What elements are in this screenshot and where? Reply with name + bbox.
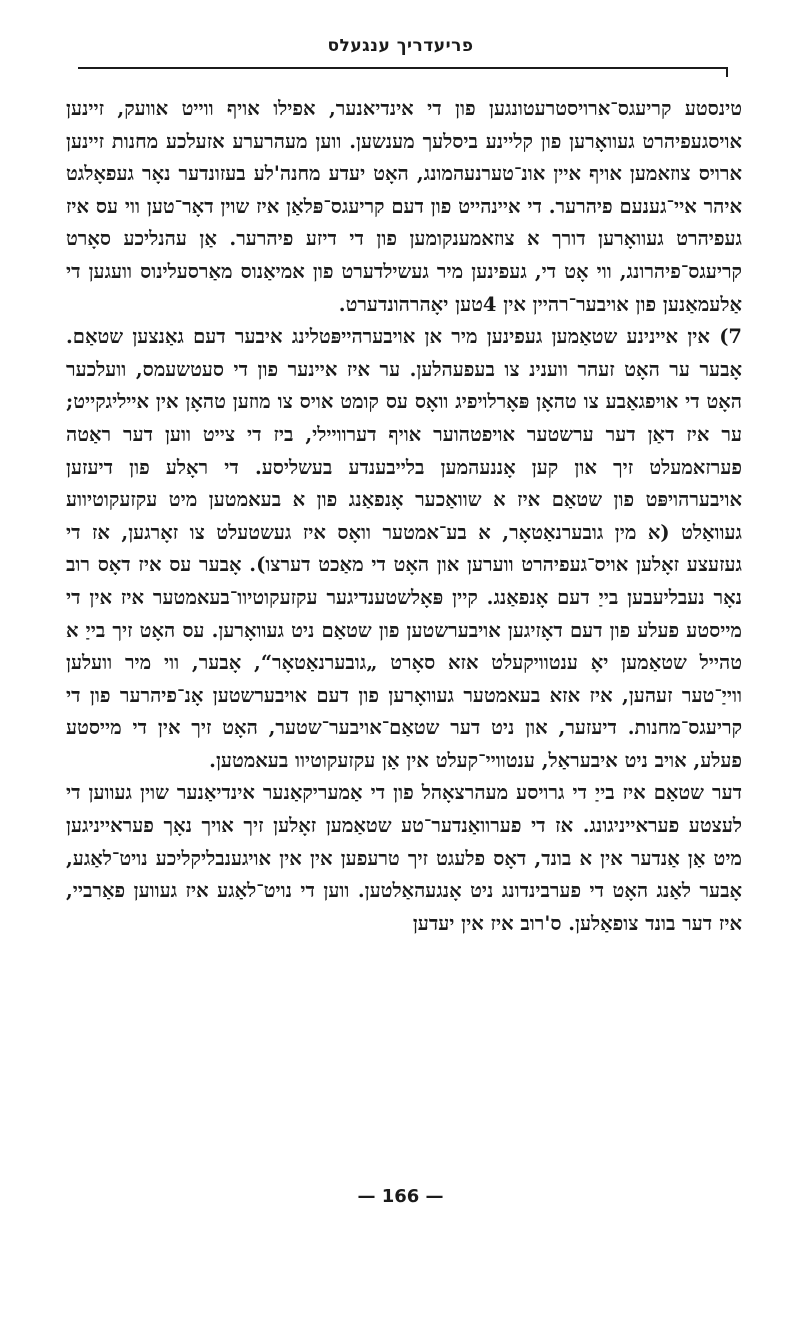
header-rule — [78, 67, 728, 69]
paragraph-2: 7) אין איינינע שטאַמען געפינען מיר אן אויבערהייפּטלינג איבער דעם גאַנצען שטאַם. אָבער ער האָט זעהר ווענינ צו בעפעהלען. ער איז איינער פון די סעטשעמס, וועלכער האָט די אויפגאַבע צו טהאָן פּאָרלויפיג וואָס עס קומט אויס צו מוזען טהאָן אין אייליגקייט; ער איז דאַן דער ערשטער אויפטהוער אויף דערוויילי, ביז די צייט ווען דער ראַטה פערזאמעלט זיך און קען אָננעהמען בלייבענדע בעשליסע. די ראָלע פון דיעזען אויבערהויפּט פון שטאַם איז א שוואַכער אָנפאַנג פון א בעאמטען מיט עקזעקוטיווע געוואַלט (א מין גובערנאַטאָר, א בע־אמטער וואָס איז געשטעלט צו זאָרגען, אז די געזעצע זאָלען אויס־געפיהרט ווערען און האָט די מאַכט דערצו). אָבער עס איז דאָס רוב נאָר נעבליעבען בייַ דעם אָנפאַנג. קיין פּאָלשטענדיגער עקזעקוטיוו־בעאמטער איז אין די מייסטע פעלע פון דעם דאָזיגען אויבערשטען פון שטאַם ניט געוואָרען. עס האָט זיך בייַ א טהייל שטאַמען יאָ ענטוויקעלט אזא סאָרט „גובערנאַטאָר“, אָבער, ווי מיר וועלען ווייַ־טער זעהען, איז אזא בעאמטער געוואָרען פון דעם אויבערשטען אָנ־פיהרער פון די קריעגס־מחנות. דיעזער, און ניט דער שטאַם־אויבער־שטער, האָט זיך אין די מייסטע פעלע, אויב ניט איבעראַל, ענטוויי־קעלט אין אַן עקזעקוטיוו בעאמטען. — [66, 325, 742, 772]
page-number: — 166 — — [357, 1186, 444, 1207]
paragraph-3: דער שטאַם איז בייַ די גרויסע מעהרצאָהל פון די אַמעריקאַנער אינדיאַנער שוין געווען די לעצטע פעראייניגונג. אז די פערוואַנדער־טע שטאַמען זאָלען זיך אויך נאָך פעראייניגען מיט אַן אַנדער אין א בונד, דאָס פלעגט זיך טרעפען אין אין אויגענבליקליכע נויט־לאַגע, אָבער לאַנג האָט די פערבינדונג ניט אָנגעהאַלטען. ווען די נויט־לאַגע איז געווען פאַרביי, איז דער בונד צופאַלען. ס'רוב איז אין יעדען — [66, 781, 742, 935]
header-rule-tick — [726, 67, 728, 77]
body-text — [66, 93, 742, 940]
running-head: פריעדריך ענגעלס — [327, 36, 474, 56]
paragraph-1: טינסטע קריעגס־ארויסטרעטונגען פון די אינדיאנער, אפילו אויף ווייט אוועק, זיינען אויסגעפיהרט געוואָרען פון קליינע ביסלעך מענשען. ווען מעהרערע אזעלכע מחנות זיינען ארויס צוזאמען אויף איין אונ־טערנעהמונג, האָט יעדע מחנה'לע בעזונדער נאָר געפאָלגט איהר איי־גענעם פיהרער. די איינהייט פון דעם קריעגס־פּלאַן איז שוין דאָר־טען ווי עס איז געפיהרט געוואָרען דורך א צוזאמענקומען פון די דיזע פיהרער. אַן עהנליכע סאָרט קריעגס־פיהרונג, ווי אָט די, געפינען מיר געשילדערט פון אמיאַנוס מאַרסעלינוס וועגען די אַלעמאַנען פון אויבער־רהיין אין 4טען יאָהרהונדערט. — [66, 97, 742, 316]
